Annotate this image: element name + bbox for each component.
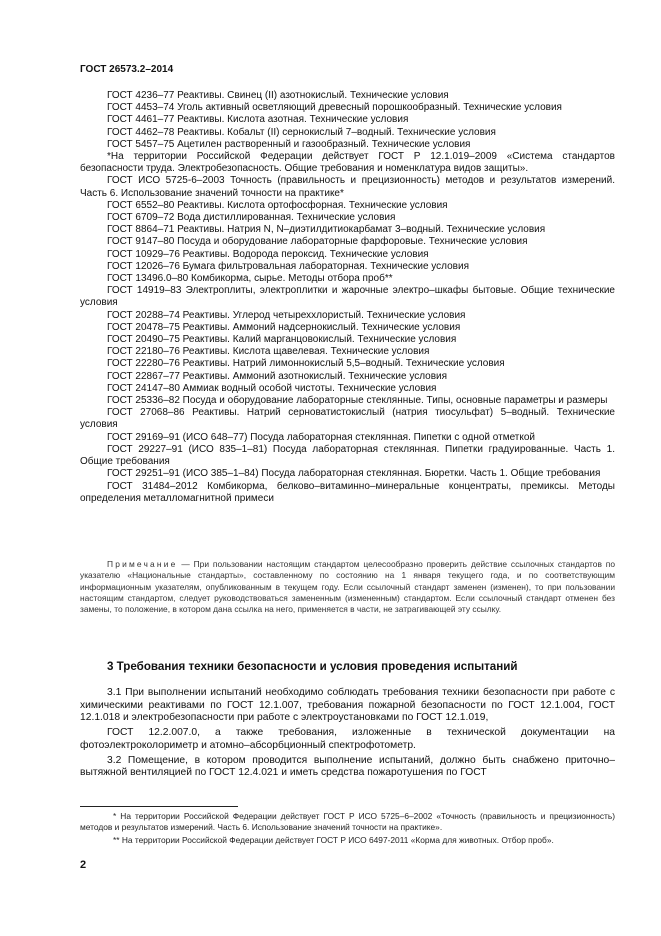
references-note xyxy=(80,559,615,615)
reference-item: ГОСТ 4453–74 Уголь активный осветляющий древесный порошкообразный. Технические условия xyxy=(107,102,562,114)
note-label: Примечание xyxy=(107,559,178,569)
reference-item: ГОСТ 12026–76 Бумага фильтровальная лабораторная. Технические условия xyxy=(107,260,469,272)
footnote: * На территории Российской Федерации действует ГОСТ Р ИСО 5725–6–2002 «Точность (правильность и прецизионность) методов и результатов измерений. Часть 6. Использование значений точности на практике». xyxy=(80,811,615,833)
section-paragraph: 3.2 Помещение, в котором проводится выполнение испытаний, должно быть снабжено приточно–вытяжной вентиляцией по ГОСТ 12.4.021 и иметь средства пожаротушения по ГОСТ xyxy=(80,754,615,779)
reference-item: ГОСТ 10929–76 Реактивы. Водорода пероксид. Технические условия xyxy=(107,248,429,260)
reference-item: ГОСТ 20478–75 Реактивы. Аммоний надсернокислый. Технические условия xyxy=(107,321,461,333)
reference-item: ГОСТ 4236–77 Реактивы. Свинец (II) азотнокислый. Технические условия xyxy=(107,90,449,101)
reference-item: ГОСТ 25336–82 Посуда и оборудование лабораторные стеклянные. Типы, основные параметры и размеры xyxy=(107,395,608,407)
reference-item: ГОСТ 9147–80 Посуда и оборудование лабораторные фарфоровые. Технические условия xyxy=(107,236,528,248)
footnote: ** На территории Российской Федерации действует ГОСТ Р ИСО 6497-2011 «Корма для животных. Отбор проб». xyxy=(113,834,554,845)
reference-item: ГОСТ 22867–77 Реактивы. Аммоний азотнокислый. Технические условия xyxy=(107,370,448,382)
page-number: 2 xyxy=(80,859,87,871)
reference-item: ГОСТ 20490–75 Реактивы. Калий марганцовокислый. Технические условия xyxy=(107,334,457,346)
reference-item: ГОСТ 24147–80 Аммиак водный особой чистоты. Технические условия xyxy=(107,382,437,394)
footnote-divider xyxy=(80,806,238,807)
reference-item: ГОСТ 13496.0–80 Комбикорма, сырье. Методы отбора проб** xyxy=(107,273,393,285)
reference-item: ГОСТ 6552–80 Реактивы. Кислота ортофосфорная. Технические условия xyxy=(107,199,448,211)
reference-item: ГОСТ 6709–72 Вода дистиллированная. Технические условия xyxy=(107,212,396,224)
reference-item: ГОСТ 5457–75 Ацетилен растворенный и газообразный. Технические условия xyxy=(107,138,471,150)
section-body xyxy=(80,687,615,782)
footnotes xyxy=(80,811,615,847)
reference-item: ГОСТ 22180–76 Реактивы. Кислота щавелевая. Технические условия xyxy=(107,346,430,358)
reference-item: ГОСТ 27068–86 Реактивы. Натрий серноватистокислый (натрия тиосульфат) 5–водный. Технические условия xyxy=(80,407,615,431)
reference-item: ГОСТ 8864–71 Реактивы. Натрия N, N–диэтилдитиокарбамат 3–водный. Технические условия xyxy=(107,224,546,236)
reference-item: ГОСТ 29169–91 (ИСО 648–77) Посуда лабораторная стеклянная. Пипетки с одной отметкой xyxy=(107,431,536,443)
reference-item: ГОСТ 29251–91 (ИСО 385–1–84) Посуда лабораторная стеклянная. Бюретки. Часть 1. Общие требования xyxy=(107,468,601,480)
normative-references-list xyxy=(80,90,615,505)
reference-item: ГОСТ 4461–77 Реактивы. Кислота азотная. Технические условия xyxy=(107,114,409,126)
section-paragraph: ГОСТ 12.2.007.0, а также требования, изложенные в технической документации на фотоэлектроколориметр и атомно–абсорбционный спектрофотометр. xyxy=(80,727,615,751)
reference-item: ГОСТ 4462–78 Реактивы. Кобальт (II) сернокислый 7–водный. Технические условия xyxy=(107,126,496,138)
note-text: — При пользовании настоящим стандартом целесообразно проверить действие ссылочных стандартов по указателю «Национальные стандарты», составленному по состоянию на 1 января текущего года, и по соответствующим информационным указателям, опубликованным в текущем году. Если ссылочный стандарт заменен (изменен), то при пользовании настоящим стандартом, следует руководствоваться замененным (измененным) стандартом. Если ссылочный стандарт отменен без замены, то положение, в котором дана ссылка на него, применяется в части, не затрагивающей эту ссылку. xyxy=(80,559,615,615)
reference-item: ГОСТ 29227–91 (ИСО 835–1–81) Посуда лабораторная стеклянная. Пипетки градуированные. Часть 1. Общие требования xyxy=(80,443,615,468)
reference-item: ГОСТ 31484–2012 Комбикорма, белково–витаминно–минеральные концентраты, премиксы. Методы определения металломагнитной примеси xyxy=(80,480,615,504)
section-heading: 3 Требования техники безопасности и условия проведения испытаний xyxy=(107,660,518,673)
document-header: ГОСТ 26573.2–2014 xyxy=(80,64,174,75)
reference-item: ГОСТ 20288–74 Реактивы. Углерод четыреххлористый. Технические условия xyxy=(107,309,466,321)
section-paragraph: 3.1 При выполнении испытаний необходимо соблюдать требования техники безопасности при работе с химическими реактивами по ГОСТ 12.1.007, требования пожарной безопасности по ГОСТ 12.1.004, ГОСТ 12.1.018 и электробезопасности при работе с электроустановками по ГОСТ 12.1.019, xyxy=(80,687,615,724)
reference-item: *На территории Российской Федерации действует ГОСТ Р 12.1.019–2009 «Система стандартов безопасности труда. Электробезопасность. Общие требования и номенклатура видов защиты». xyxy=(80,151,615,175)
reference-item: ГОСТ ИСО 5725-6–2003 Точность (правильность и прецизионность) методов и результатов измерений. Часть 6. Использование значений точности на практике* xyxy=(80,175,615,199)
reference-item: ГОСТ 14919–83 Электроплиты, электроплитки и жарочные электро–шкафы бытовые. Общие технические условия xyxy=(80,285,615,309)
reference-item: ГОСТ 22280–76 Реактивы. Натрий лимоннокислый 5,5–водный. Технические условия xyxy=(107,358,505,370)
